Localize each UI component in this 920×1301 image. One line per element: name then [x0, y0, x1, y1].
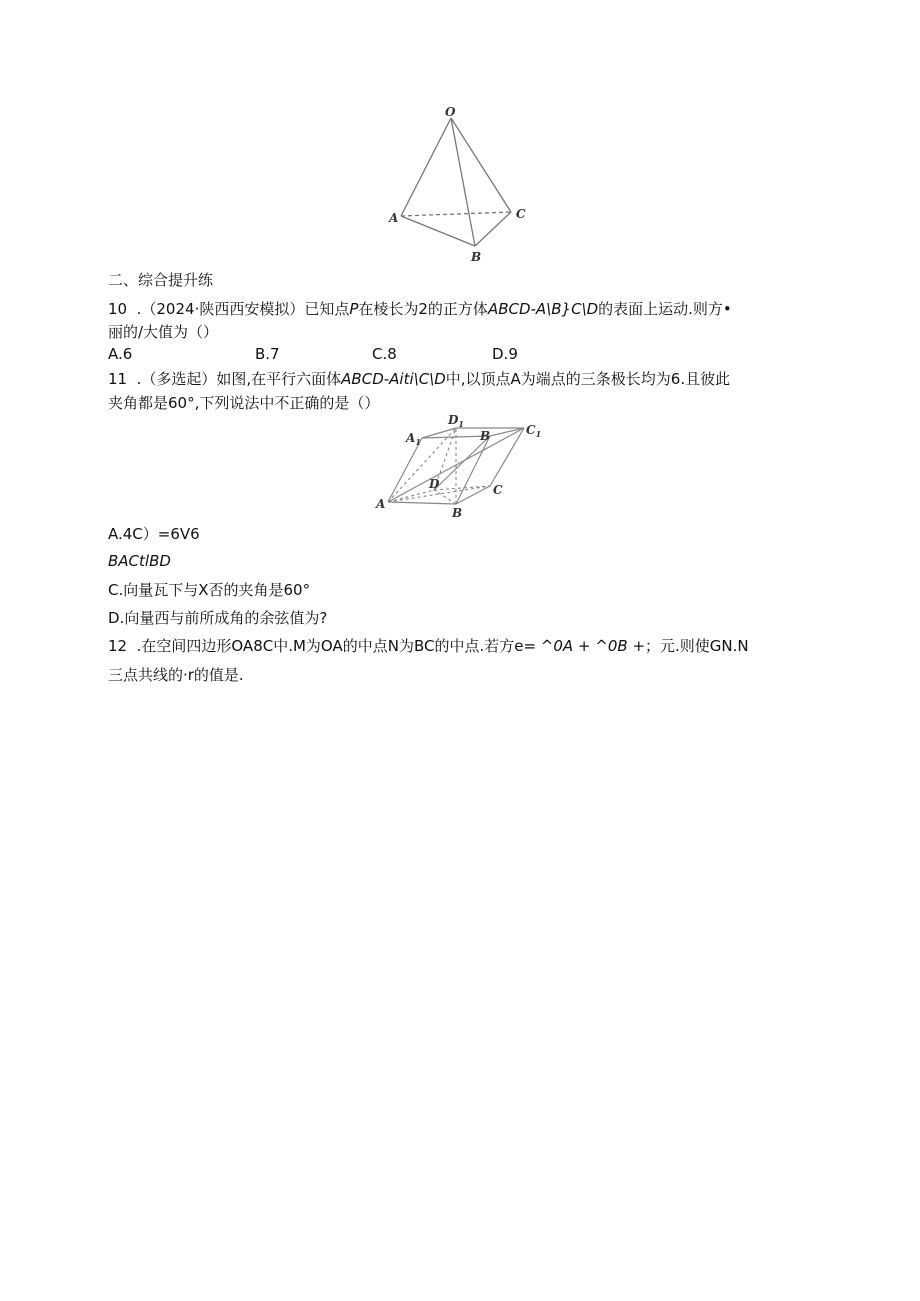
q10-option-b[interactable]: B.7 [255, 345, 280, 363]
q10-text: 在棱长为2的正方体 [358, 300, 488, 318]
q12-text: 12 .在空间四边形OA8C中.M为OA的中点N为BC的中点.若方e [108, 637, 524, 655]
edge-b1c1 [490, 428, 524, 436]
q12-line1 [108, 636, 749, 656]
edge-dc-hidden [434, 486, 490, 490]
label-b: B [471, 250, 482, 264]
parallelepiped-figure [372, 410, 544, 520]
q10-solid: ABCD-A\B}C\D [487, 300, 599, 318]
q10-option-a[interactable]: A.6 [108, 345, 133, 363]
q11-solid: ABCD-Aiti\C\D [341, 370, 446, 388]
diag-b1d [434, 436, 490, 490]
q12-formula: = ^0A + ^0B + [523, 637, 646, 655]
label-d: D [429, 477, 440, 491]
label-c1: $C_1$ [526, 423, 542, 439]
edge-a1d1 [422, 428, 456, 438]
edge-ac-hidden [401, 212, 511, 216]
label-d1: $D_1$ [448, 413, 464, 429]
edge-oa [401, 118, 451, 216]
q11-text: 11 .（多选起）如图,在平行六面体 [108, 370, 342, 388]
edge-bb1 [456, 436, 490, 504]
q11-line2: 夹角都是60°,下列说法中不正确的是（） [108, 394, 380, 412]
q10-text: 10 .（2024·陕西西安模拟）已知点 [108, 300, 350, 318]
tetrahedron-figure [385, 104, 535, 266]
q10-option-d[interactable]: D.9 [492, 345, 518, 363]
q10-line2: 丽的/大值为（） [108, 323, 219, 341]
label-b: B [452, 506, 463, 520]
q12-text: ；元.则使GN.N [645, 637, 749, 655]
label-a1: $A_1$ [406, 431, 421, 447]
q10-line1 [108, 299, 732, 319]
q11-text: 中,以顶点A为端点的三条极长均为6.且彼此 [445, 370, 731, 388]
q11-line1 [108, 369, 730, 389]
edge-bc [475, 212, 511, 246]
q11-option-c[interactable]: C.向量瓦下与X否的夹角是60° [108, 581, 311, 599]
label-o: O [445, 105, 456, 119]
label-c: C [493, 483, 503, 497]
q11-option-a[interactable]: A.4C）=6V6 [108, 525, 200, 543]
q10-text: 的表面上运动.则方• [598, 300, 732, 318]
q10-var: P [349, 300, 359, 318]
section-title: 二、综合提升练 [108, 271, 214, 289]
q11-option-d[interactable]: D.向量西与前所成角的余弦值为? [108, 609, 328, 627]
q12-line2: 三点共线的·r的值是. [108, 666, 244, 684]
q11-option-b[interactable]: BACtlBD [108, 552, 171, 570]
edge-ad-hidden [388, 490, 434, 502]
label-c: C [516, 207, 526, 221]
q10-option-c[interactable]: C.8 [372, 345, 397, 363]
label-a: A [389, 211, 399, 225]
label-b1: B [480, 429, 491, 443]
diag-bd-hidden [434, 490, 456, 504]
edge-ab [388, 502, 456, 504]
label-a: A [376, 497, 386, 511]
edge-ab [401, 216, 475, 246]
